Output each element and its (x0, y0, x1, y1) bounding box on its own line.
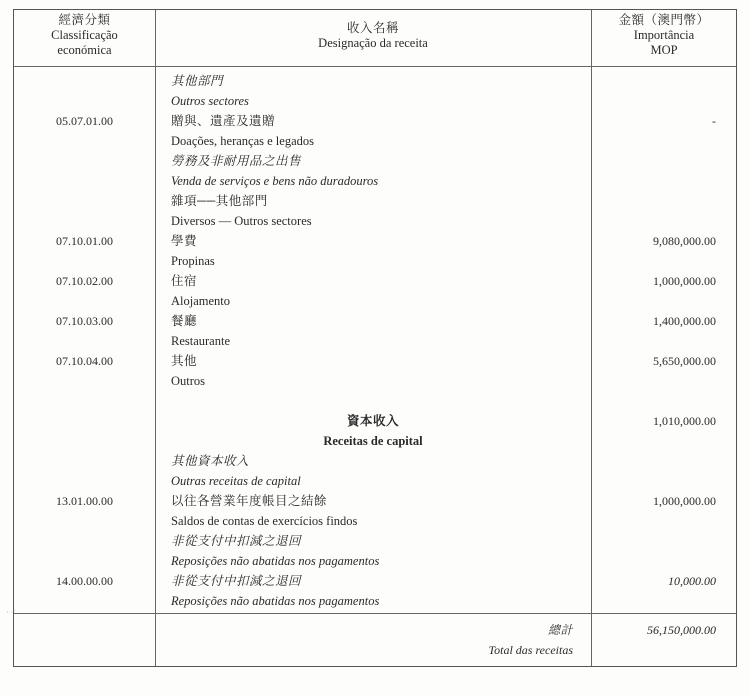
revenue-designation: 以往各營業年度帳目之結餘 (171, 494, 328, 508)
revenue-designation: 學費 (171, 234, 198, 248)
header-divider (14, 66, 736, 67)
table-row (14, 291, 736, 311)
amount-value: 5,650,000.00 (653, 354, 716, 368)
table-row (14, 551, 736, 571)
economic-code: 13.01.00.00 (56, 494, 113, 508)
total-row-zh (14, 620, 736, 640)
total-row-pt (14, 640, 736, 660)
revenue-designation: Propinas (171, 254, 215, 268)
scan-mark: · ·' (6, 608, 15, 617)
table-row (14, 311, 736, 331)
header-designation: 收入名稱 Designação da receita (318, 21, 428, 50)
amount-value: 1,010,000.00 (653, 414, 716, 428)
table-row (14, 451, 736, 471)
table-row (14, 71, 736, 91)
revenue-designation: Outros sectores (171, 94, 249, 108)
revenue-designation: Diversos — Outros sectores (171, 214, 312, 228)
revenue-designation: Reposições não abatidas nos pagamentos (171, 554, 380, 568)
amount-value: 10,000.00 (668, 574, 716, 588)
table-row (14, 131, 736, 151)
table-row (14, 531, 736, 551)
revenue-designation: 勞務及非耐用品之出售 (171, 154, 302, 168)
revenue-designation: 雜項──其他部門 (171, 194, 268, 208)
table-row (14, 271, 736, 291)
revenue-designation: 非從支付中扣減之退回 (171, 574, 302, 588)
total-amount: 56,150,000.00 (647, 623, 716, 637)
revenue-designation: Venda de serviços e bens não duradouros (171, 174, 379, 188)
table-row (14, 191, 736, 211)
table-row (14, 251, 736, 271)
total-label-pt: Total das receitas (488, 643, 573, 657)
table-row (14, 151, 736, 171)
table-row (14, 391, 736, 411)
revenue-designation: Outros (171, 374, 206, 388)
table-row (14, 431, 736, 451)
table-row (14, 231, 736, 251)
amount-value: 9,080,000.00 (653, 234, 716, 248)
table-row (14, 411, 736, 431)
total-label-zh: 總計 (547, 623, 573, 637)
table-row (14, 351, 736, 371)
amount-value: 1,000,000.00 (653, 494, 716, 508)
amount-value: 1,400,000.00 (653, 314, 716, 328)
revenue-designation: 住宿 (171, 274, 198, 288)
economic-code: 14.00.00.00 (56, 574, 113, 588)
revenue-designation: 資本收入 (346, 414, 399, 428)
revenue-designation: Restaurante (171, 334, 231, 348)
revenue-designation: Saldos de contas de exercícios findos (171, 514, 358, 528)
table-row (14, 471, 736, 491)
revenue-designation: 其他部門 (171, 74, 224, 88)
budget-table (13, 9, 737, 667)
table-row (14, 511, 736, 531)
table-row (14, 211, 736, 231)
total-divider (14, 613, 736, 614)
table-row (14, 571, 736, 591)
amount-value: - (712, 114, 716, 128)
revenue-designation: Doações, heranças e legados (171, 134, 314, 148)
revenue-designation: 贈與、遺產及遺贈 (171, 114, 276, 128)
revenue-designation: Outras receitas de capital (171, 474, 301, 488)
revenue-designation: 非從支付中扣減之退回 (171, 534, 302, 548)
header-amount: 金額（澳門幣） Importância MOP (618, 13, 710, 57)
table-row (14, 111, 736, 131)
economic-code: 07.10.03.00 (56, 314, 113, 328)
revenue-designation: Alojamento (171, 294, 231, 308)
economic-code: 05.07.01.00 (56, 114, 113, 128)
table-row (14, 171, 736, 191)
economic-code: 07.10.02.00 (56, 274, 113, 288)
revenue-designation: Reposições não abatidas nos pagamentos (171, 594, 380, 608)
revenue-designation: Receitas de capital (323, 434, 423, 448)
table-row (14, 371, 736, 391)
amount-value: 1,000,000.00 (653, 274, 716, 288)
economic-code: 07.10.01.00 (56, 234, 113, 248)
table-row (14, 91, 736, 111)
table-row (14, 591, 736, 611)
header-classification: 經濟分類 Classificação económica (51, 13, 118, 57)
revenue-designation: 餐廳 (171, 314, 198, 328)
revenue-designation: 其他資本收入 (171, 454, 250, 468)
revenue-designation: 其他 (171, 354, 198, 368)
table-row (14, 331, 736, 351)
economic-code: 07.10.04.00 (56, 354, 113, 368)
table-row (14, 491, 736, 511)
